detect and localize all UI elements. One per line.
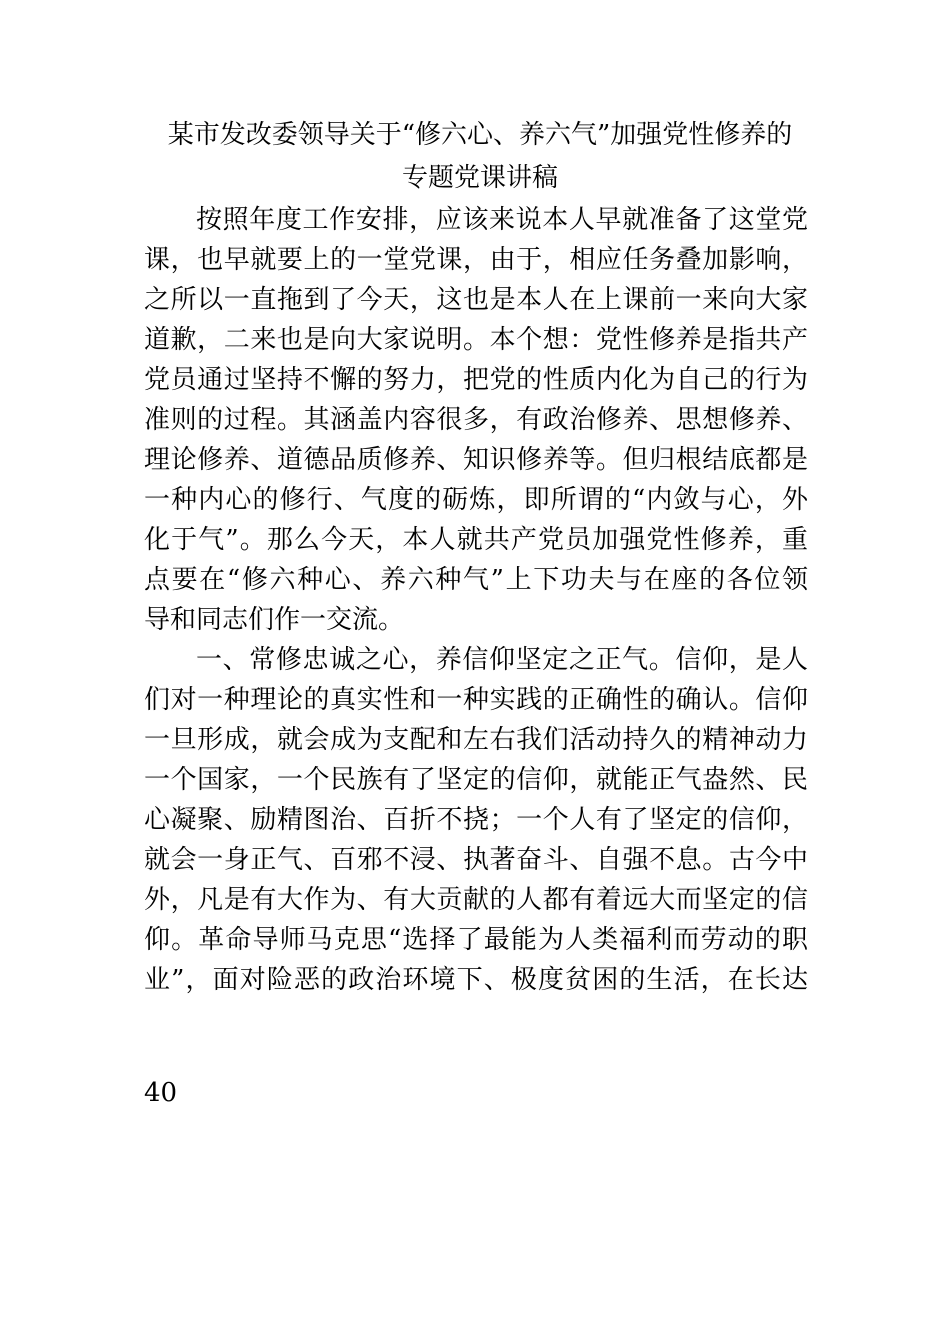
document-body (144, 200, 808, 1000)
text-line: 一、常修忠诚之心，养信仰坚定之正气。信仰，是人 (196, 645, 808, 675)
page-number: 40 (144, 1078, 178, 1108)
text-line: 心凝聚、励精图治、百折不挠；一个人有了坚定的信仰， (144, 805, 808, 835)
paragraph-intro (144, 200, 808, 640)
text-line: 按照年度工作安排，应该来说本人早就准备了这堂党 (196, 205, 808, 235)
text-line: 道歉，二来也是向大家说明。本个想：党性修养是指共产 (144, 325, 808, 355)
text-line: 外，凡是有大作为、有大贡献的人都有着远大而坚定的信 (144, 885, 808, 915)
text-line: 课，也早就要上的一堂党课，由于，相应任务叠加影响， (144, 245, 808, 275)
document-title-line-2: 专题党课讲稿 (401, 163, 558, 193)
text-line: 化于气”。那么今天，本人就共产党员加强党性修养，重 (144, 525, 808, 555)
text-line: 准则的过程。其涵盖内容很多，有政治修养、思想修养、 (144, 405, 808, 435)
paragraph-section-one (144, 640, 808, 1000)
text-line: 业”，面对险恶的政治环境下、极度贫困的生活，在长达 (144, 965, 808, 995)
document-title-line-1: 某市发改委领导关于“修六心、养六气”加强党性修养的 (167, 120, 793, 150)
text-line: 仰。革命导师马克思“选择了最能为人类福利而劳动的职 (144, 925, 808, 955)
text-line: 理论修养、道德品质修养、知识修养等。但归根结底都是 (144, 445, 808, 475)
text-line: 导和同志们作一交流。 (144, 605, 405, 635)
text-line: 党员通过坚持不懈的努力，把党的性质内化为自己的行为 (144, 365, 808, 395)
text-line: 一个国家，一个民族有了坚定的信仰，就能正气盎然、民 (144, 765, 808, 795)
text-line: 之所以一直拖到了今天，这也是本人在上课前一来向大家 (144, 285, 808, 315)
text-line: 们对一种理论的真实性和一种实践的正确性的确认。信仰 (144, 685, 808, 715)
text-line: 一种内心的修行、气度的砺炼，即所谓的“内敛与心，外 (144, 485, 808, 515)
text-line: 点要在“修六种心、养六种气”上下功夫与在座的各位领 (144, 565, 808, 595)
text-line: 一旦形成，就会成为支配和左右我们活动持久的精神动力 (144, 725, 808, 755)
text-line: 就会一身正气、百邪不浸、执著奋斗、自强不息。古今中 (144, 845, 808, 875)
